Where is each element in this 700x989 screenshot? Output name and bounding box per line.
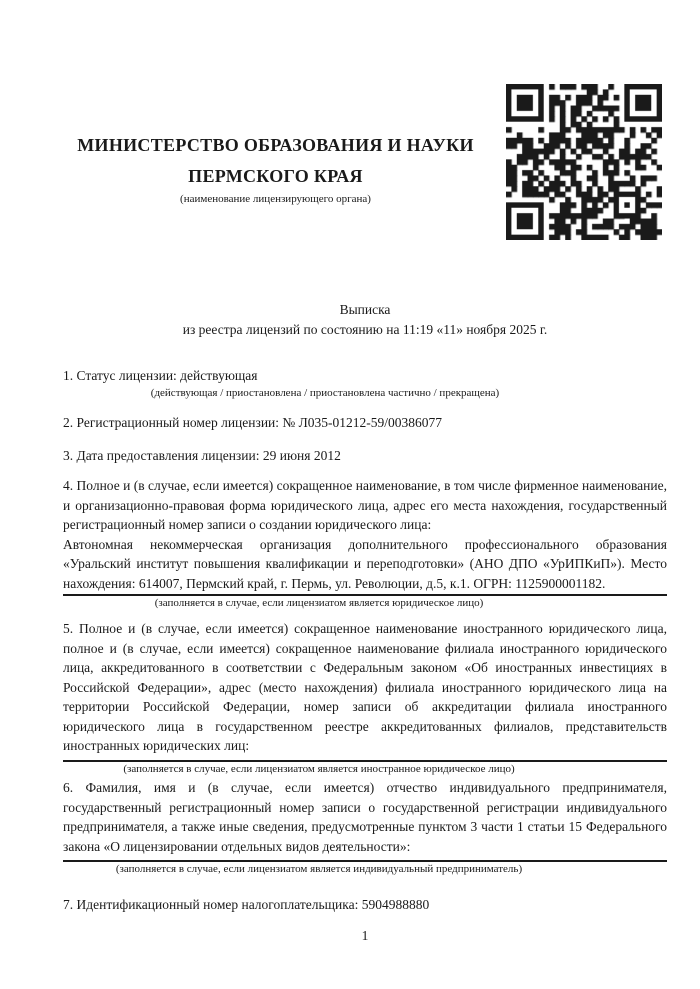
document-title-line2: из реестра лицензий по состоянию на 11:19 «11» ноября 2025 г. bbox=[182, 322, 548, 337]
ministry-name-line1: МИНИСТЕРСТВО ОБРАЗОВАНИЯ И НАУКИ bbox=[77, 135, 474, 155]
individual-entrepreneur-label: 6. Фамилия, имя и (в случае, если имеется) отчество индивидуального предпринимателя, государственный регистрационный номер записи о государственной регистрации индивидуального предпринимателя, а также иные сведения, предусмотренные пунктом 3 части 1 статьи 15 Федерального закона «О лицензировании отдельных видов деятельности»: bbox=[63, 780, 667, 854]
ministry-name-caption: (наименование лицензирующего органа) bbox=[180, 193, 371, 205]
document-title-line1: Выписка bbox=[339, 302, 391, 317]
field-foreign-entity bbox=[63, 619, 667, 777]
foreign-entity-caption: (заполняется в случае, если лицензиатом является иностранное юридическое лицо) bbox=[123, 762, 515, 775]
field-taxpayer-number bbox=[63, 895, 667, 915]
individual-entrepreneur-caption: (заполняется в случае, если лицензиатом является индивидуальный предприниматель) bbox=[115, 863, 523, 875]
ministry-name-line2: ПЕРМСКОГО КРАЯ bbox=[188, 166, 363, 186]
legal-entity-value: Автономная некоммерческая организация дополнительного профессионального образования «Уральский институт повышения квалификации и переподготовки» (АНО ДПО «УрИПКиП»). Место нахождения: 614007, Пермский край, г. Пермь, ул. Революции, д.5, к.1. ОГРН: 1125900001182. bbox=[63, 536, 667, 591]
legal-entity-caption: (заполняется в случае, если лицензиатом является юридическое лицо) bbox=[154, 597, 484, 609]
field-individual-entrepreneur bbox=[63, 778, 667, 877]
page-number: 1 bbox=[361, 928, 369, 943]
status-text: 1. Статус лицензии: действующая bbox=[63, 368, 258, 383]
document-title bbox=[63, 300, 667, 340]
ministry-name bbox=[33, 130, 518, 192]
field-status bbox=[63, 366, 667, 401]
status-options-caption: (действующая / приостановлена / приостановлена частично / прекращена) bbox=[150, 387, 500, 399]
legal-entity-label: 4. Полное и (в случае, если имеется) сокращенное наименование, в том числе фирменное наименование, и организационно-правовая форма юридического лица, адрес его места нахождения, государственный регистрационный номер записи о создании юридического лица: bbox=[63, 478, 667, 532]
foreign-entity-label: 5. Полное и (в случае, если имеется) сокращенное наименование иностранного юридического лица, полное и (в случае, если имеется) сокращенное наименование филиала иностранного юридического лица, аккредитованного в соответствии с Федеральным законом «Об иностранных инвестициях в Российской Федерации», адрес (место нахождения) филиала иностранного юридического лица на территории Российской Федерации, номер записи об аккредитации филиала иностранного юридического лица в государственном реестре аккредитованных филиалов, представительств иностранных юридических лиц: bbox=[63, 621, 667, 753]
field-registration-number bbox=[63, 413, 667, 433]
registration-number-text: 2. Регистрационный номер лицензии: № Л035-01212-59/00386077 bbox=[63, 415, 443, 430]
field-grant-date bbox=[63, 446, 667, 466]
qr-code bbox=[506, 84, 662, 240]
taxpayer-number-text: 7. Идентификационный номер налогоплательщика: 5904988880 bbox=[63, 897, 430, 912]
licensing-authority-header bbox=[33, 130, 518, 206]
field-legal-entity bbox=[63, 476, 667, 611]
grant-date-text: 3. Дата предоставления лицензии: 29 июня 2012 bbox=[63, 448, 341, 463]
